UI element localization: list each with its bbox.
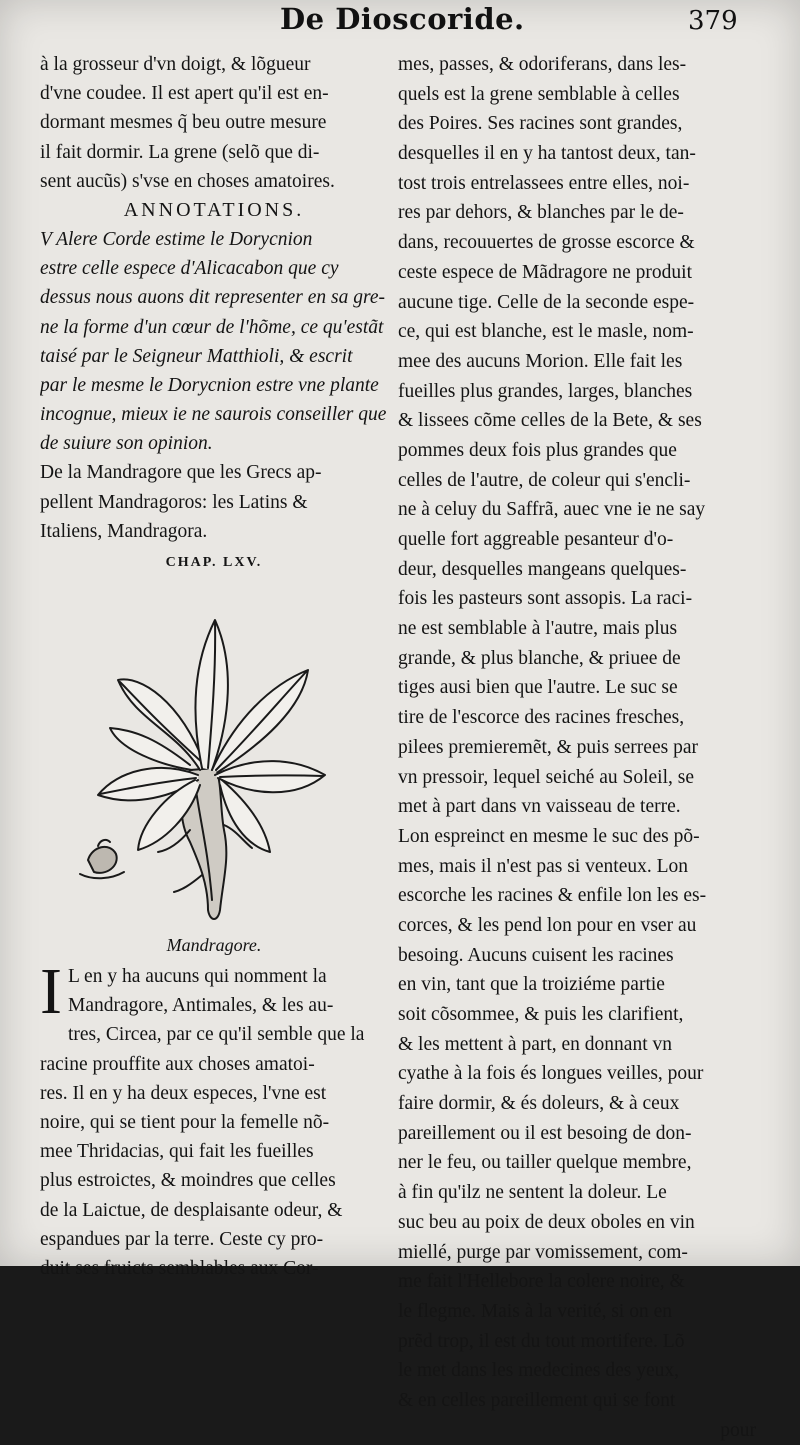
text-line: desquelles il en y ha tantost deux, tan- xyxy=(398,143,696,165)
text-line: pommes deux fois plus grandes que xyxy=(398,439,677,461)
text-line: vn pressoir, lequel seiché au Soleil, se xyxy=(398,766,694,788)
chapter-number: CHAP. LXV. xyxy=(165,555,263,570)
text-line: Lon espreinct en mesme le suc des põ- xyxy=(398,825,700,847)
annotation-line: taisé par le Seigneur Matthioli, & escrit xyxy=(40,345,353,367)
text-line: grande, & plus blanche, & priuee de xyxy=(398,647,681,669)
catchword: pour xyxy=(720,1419,756,1441)
text-line: à fin qu'ilz ne sentent la doleur. Le xyxy=(398,1182,667,1204)
text-line: deur, desquelles mangeans quelques- xyxy=(398,558,687,580)
annotation-line: dessus nous auons dit representer en sa gre- xyxy=(40,287,386,309)
text-line: mee Thridacias, qui fait les fueilles xyxy=(40,1141,314,1163)
text-line: corces, & les pend lon pour en vser au xyxy=(398,914,697,936)
text-line: met à part dans vn vaisseau de terre. xyxy=(398,796,681,818)
body-paragraph xyxy=(40,955,388,1283)
text-line: res par dehors, & blanches par le de- xyxy=(398,202,684,224)
text-line: me fait l'Hellebore la colere noire, & xyxy=(398,1271,685,1293)
text-line: Mandragore, Antimales, & les au- xyxy=(67,995,334,1017)
text-line: & les mettent à part, en donnant vn xyxy=(398,1033,673,1055)
text-line: tost trois entrelassees entre elles, noi- xyxy=(398,172,690,194)
text-line: le met dans les medecines des yeux, xyxy=(398,1360,680,1382)
right-column xyxy=(398,50,756,1445)
text-line: celles de l'autre, de coleur qui s'encli- xyxy=(398,469,691,491)
text-line: racine prouffite aux choses amatoi- xyxy=(40,1053,315,1075)
annotation-block xyxy=(40,225,388,459)
text-line: sent aucũs) s'vse en choses amatoires. xyxy=(40,170,335,192)
text-line: res. Il en y ha deux especes, l'vne est xyxy=(40,1082,327,1104)
text-line: de la Laictue, de desplaisante odeur, & xyxy=(40,1199,343,1221)
text-line: le flegme. Mais à la verité, si on en xyxy=(398,1300,672,1322)
text-line: fois les pasteurs sont assopis. La raci- xyxy=(398,588,693,610)
annotation-line: de suiure son opinion. xyxy=(40,433,213,455)
text-line: escorche les racines & enfile lon les es- xyxy=(398,885,707,907)
annotation-line: V Alere Corde estime le Dorycnion xyxy=(40,228,313,250)
text-line: mes, mais il n'est pas si venteux. Lon xyxy=(398,855,689,877)
page-header xyxy=(0,0,800,46)
text-line: & lissees cõme celles de la Bete, & ses xyxy=(398,410,702,432)
text-line: à la grosseur d'vn doigt, & lõgueur xyxy=(40,54,311,75)
text-line: espandues par la terre. Ceste cy pro- xyxy=(40,1228,324,1250)
text-line: tiges ausi bien que l'autre. Le suc se xyxy=(398,677,678,699)
text-line: ne à celuy du Saffrã, auec vne ie ne say xyxy=(398,499,706,521)
annotations-heading: ANNOTATIONS. xyxy=(123,198,305,221)
text-line: quelle fort aggreable pesanteur d'o- xyxy=(398,529,674,550)
text-line: des Poires. Ses racines sont grandes, xyxy=(398,113,683,135)
text-line: aucune tige. Celle de la seconde espe- xyxy=(398,291,695,313)
chapter-title xyxy=(40,458,388,546)
text-line: noire, qui se tient pour la femelle nõ- xyxy=(40,1111,330,1133)
figure-caption: Mandragore. xyxy=(166,935,262,955)
text-line: pilees premieremẽt, & puis serrees par xyxy=(398,736,698,758)
text-line: cyathe à la fois és longues veilles, pour xyxy=(398,1063,704,1085)
text-line: fueilles plus grandes, larges, blanches xyxy=(398,380,693,402)
text-line: tire de l'escorce des racines fresches, xyxy=(398,707,685,729)
text-line: suc beu au poix de deux oboles en vin xyxy=(398,1211,695,1233)
title-line: pellent Mandragoros: les Latins & xyxy=(40,491,308,513)
running-head: De Dioscoride. xyxy=(280,2,525,36)
title-line: De la Mandragore que les Grecs ap- xyxy=(40,462,322,484)
text-line: mee des aucuns Morion. Elle fait les xyxy=(398,350,683,372)
annotation-line: incognue, mieux ie ne saurois conseiller que xyxy=(40,404,387,426)
text-line: en vin, tant que la troiziéme partie xyxy=(398,974,665,996)
text-line: mes, passes, & odoriferans, dans les- xyxy=(398,54,687,75)
text-line: faire dormir, & és doleurs, & à ceux xyxy=(398,1093,680,1115)
text-line: L en y ha aucuns qui nomment la xyxy=(67,966,327,987)
mandrake-woodcut-icon xyxy=(40,580,388,928)
text-line: ceste espece de Mãdragore ne produit xyxy=(398,261,692,283)
text-line: & en celles pareillement qui se font xyxy=(398,1389,676,1411)
text-line: ner le feu, ou tailler quelque membre, xyxy=(398,1152,692,1174)
text-line: ne est semblable à l'autre, mais plus xyxy=(398,618,678,640)
text-line: dans, recouuertes de grosse escorce & xyxy=(398,232,695,254)
drop-cap: I xyxy=(40,955,62,1028)
left-column xyxy=(40,50,388,1283)
text-line: d'vne coudee. Il est apert qu'il est en- xyxy=(40,83,329,105)
text-line: miellé, purge par vomissement, com- xyxy=(398,1241,688,1263)
text-line: ce, qui est blanche, est le masle, nom- xyxy=(398,321,694,343)
annotation-line: ne la forme d'un cœur de l'hõme, ce qu'estãt xyxy=(40,316,384,338)
text-line: prẽd trop, il est du tout mortifere. Lõ xyxy=(398,1330,685,1352)
text-line: besoing. Aucuns cuisent les racines xyxy=(398,944,674,966)
annotation-line: par le mesme le Dorycnion estre vne plante xyxy=(40,374,379,396)
text-line: dormant mesmes q̃ beu outre mesure xyxy=(40,112,327,134)
text-line: quels est la grene semblable à celles xyxy=(398,83,680,105)
text-line: plus estroictes, & moindres que celles xyxy=(40,1170,336,1192)
text-line: duit ses fruicts semblables aux Cor- xyxy=(40,1257,319,1279)
text-line: pareillement ou il est besoing de don- xyxy=(398,1122,692,1144)
text-line: tres, Circea, par ce qu'il semble que la xyxy=(67,1024,365,1046)
title-line: Italiens, Mandragora. xyxy=(40,520,208,542)
text-line: il fait dormir. La grene (selõ que di- xyxy=(40,141,320,163)
annotation-line: estre celle espece d'Alicacabon que cy xyxy=(40,258,339,280)
text-line: soit cõsommee, & puis les clarifient, xyxy=(398,1004,684,1025)
page-number: 379 xyxy=(688,6,738,36)
